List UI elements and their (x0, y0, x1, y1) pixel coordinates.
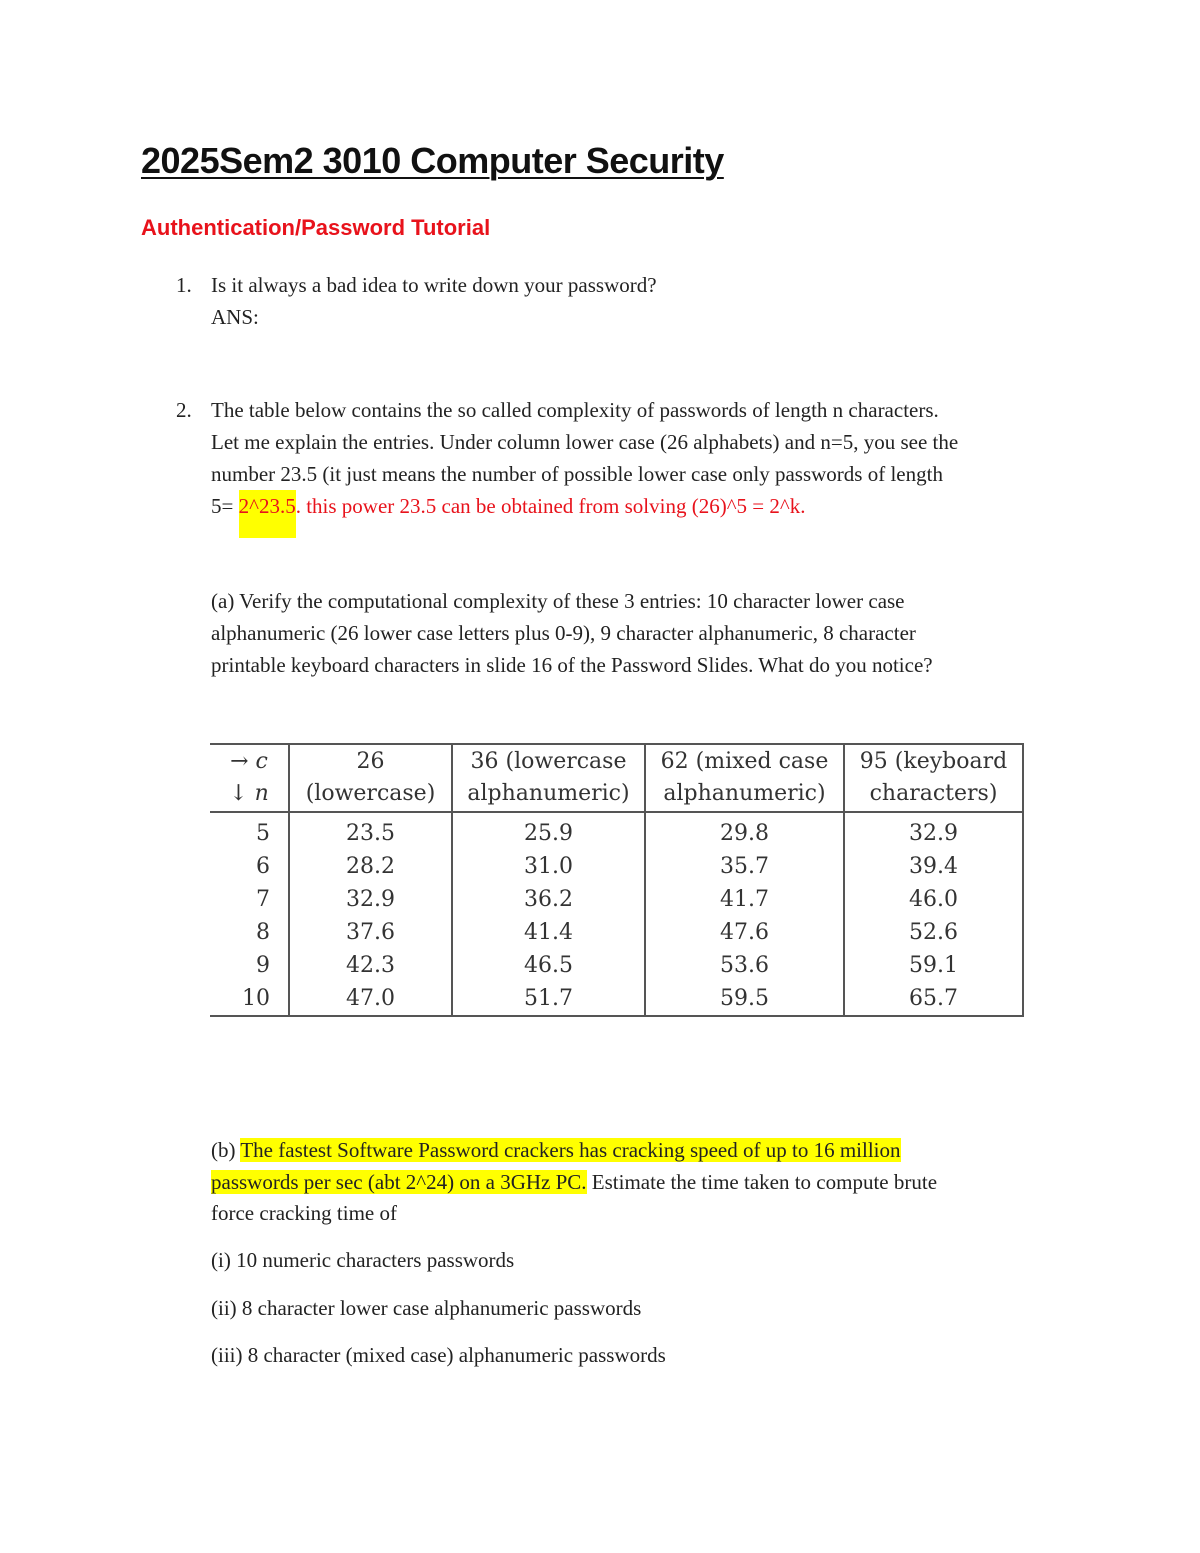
row-n: 5 (256, 821, 270, 846)
table-header-row (210, 744, 1023, 812)
row-n: 8 (256, 920, 270, 945)
table-cell: 37.6 (289, 916, 452, 949)
table-cell: 31.0 (452, 850, 645, 883)
column-header: 62 (mixed case alphanumeric) (645, 744, 844, 812)
table-cell: 46.5 (452, 949, 645, 982)
question-text-line: The table below contains the so called complexity of passwords of length n characters. (211, 398, 939, 422)
part-b-line: force cracking time of (211, 1201, 397, 1225)
table-cell: 52.6 (844, 916, 1023, 949)
answer-label: ANS: (211, 305, 259, 329)
question-number: 2. (176, 398, 192, 422)
table-cell: 65.7 (844, 982, 1023, 1016)
column-header: 36 (lowercase alphanumeric) (452, 744, 645, 812)
table-cell: 59.1 (844, 949, 1023, 982)
table-row (210, 850, 1023, 883)
table-cell: 41.7 (645, 883, 844, 916)
complexity-table (210, 743, 1024, 1017)
table-cell: 23.5 (289, 817, 452, 850)
table-cell: 32.9 (289, 883, 452, 916)
table-row (210, 916, 1023, 949)
table-cell: 32.9 (844, 817, 1023, 850)
question-text-line: number 23.5 (it just means the number of possible lower case only passwords of length (211, 462, 943, 486)
part-a-line: (a) Verify the computational complexity of these 3 entries: 10 character lower case (211, 589, 905, 613)
table-row (210, 817, 1023, 850)
table-cell: 46.0 (844, 883, 1023, 916)
question-number: 1. (176, 273, 192, 297)
row-n: 6 (256, 854, 270, 879)
table-row (210, 949, 1023, 982)
list-item: (iii) 8 character (mixed case) alphanumeric passwords (211, 1343, 666, 1367)
table-cell: 39.4 (844, 850, 1023, 883)
table-cell: 28.2 (289, 850, 452, 883)
question-1 (176, 269, 657, 301)
table-cell: 41.4 (452, 916, 645, 949)
part-a-line: printable keyboard characters in slide 16 of the Password Slides. What do you notice? (211, 653, 933, 677)
column-header: 26 (lowercase) (289, 744, 452, 812)
red-text: . this power 23.5 can be obtained from solving (26)^5 = 2^k. (295, 494, 806, 518)
part-b-line (211, 1166, 937, 1198)
column-header: 95 (keyboard characters) (844, 744, 1023, 812)
table-cell: 53.6 (645, 949, 844, 982)
row-n: 9 (256, 953, 270, 978)
table-cell: 42.3 (289, 949, 452, 982)
highlighted-text: 2^23.5 (239, 490, 296, 538)
table-cell: 25.9 (452, 817, 645, 850)
text-run: Estimate the time taken to compute brute (586, 1170, 938, 1194)
question-text-line (211, 490, 806, 538)
corner-bottom: ↓ n (229, 781, 269, 806)
list-item: (ii) 8 character lower case alphanumeric passwords (211, 1296, 642, 1320)
table-cell: 59.5 (645, 982, 844, 1016)
question-text-line: Let me explain the entries. Under column lower case (26 alphabets) and n=5, you see the (211, 430, 959, 454)
text-run: 5= (211, 494, 239, 518)
table-cell: 47.6 (645, 916, 844, 949)
table-cell: 47.0 (289, 982, 452, 1016)
page-title: 2025Sem2 3010 Computer Security (141, 140, 724, 181)
corner-top: → c (230, 749, 268, 774)
table-cell: 35.7 (645, 850, 844, 883)
row-n: 7 (256, 887, 270, 912)
list-item: (i) 10 numeric characters passwords (211, 1248, 515, 1272)
table-cell: 29.8 (645, 817, 844, 850)
table-corner-cell (210, 744, 289, 812)
question-2 (176, 394, 939, 426)
table-cell: 51.7 (452, 982, 645, 1016)
page-subtitle: Authentication/Password Tutorial (141, 215, 491, 240)
part-a-line: alphanumeric (26 lower case letters plus 0-9), 9 character alphanumeric, 8 character (211, 621, 916, 645)
text-run: (b) (211, 1138, 241, 1162)
question-text: Is it always a bad idea to write down your password? (211, 273, 657, 297)
table-row (210, 883, 1023, 916)
table-cell: 36.2 (452, 883, 645, 916)
row-n: 10 (210, 982, 289, 1016)
table-row (210, 982, 1023, 1016)
highlighted-text: The fastest Software Password crackers has cracking speed of up to 16 million (240, 1138, 901, 1162)
highlighted-text: passwords per sec (abt 2^24) on a 3GHz PC. (211, 1170, 587, 1194)
part-b-line (211, 1134, 901, 1166)
